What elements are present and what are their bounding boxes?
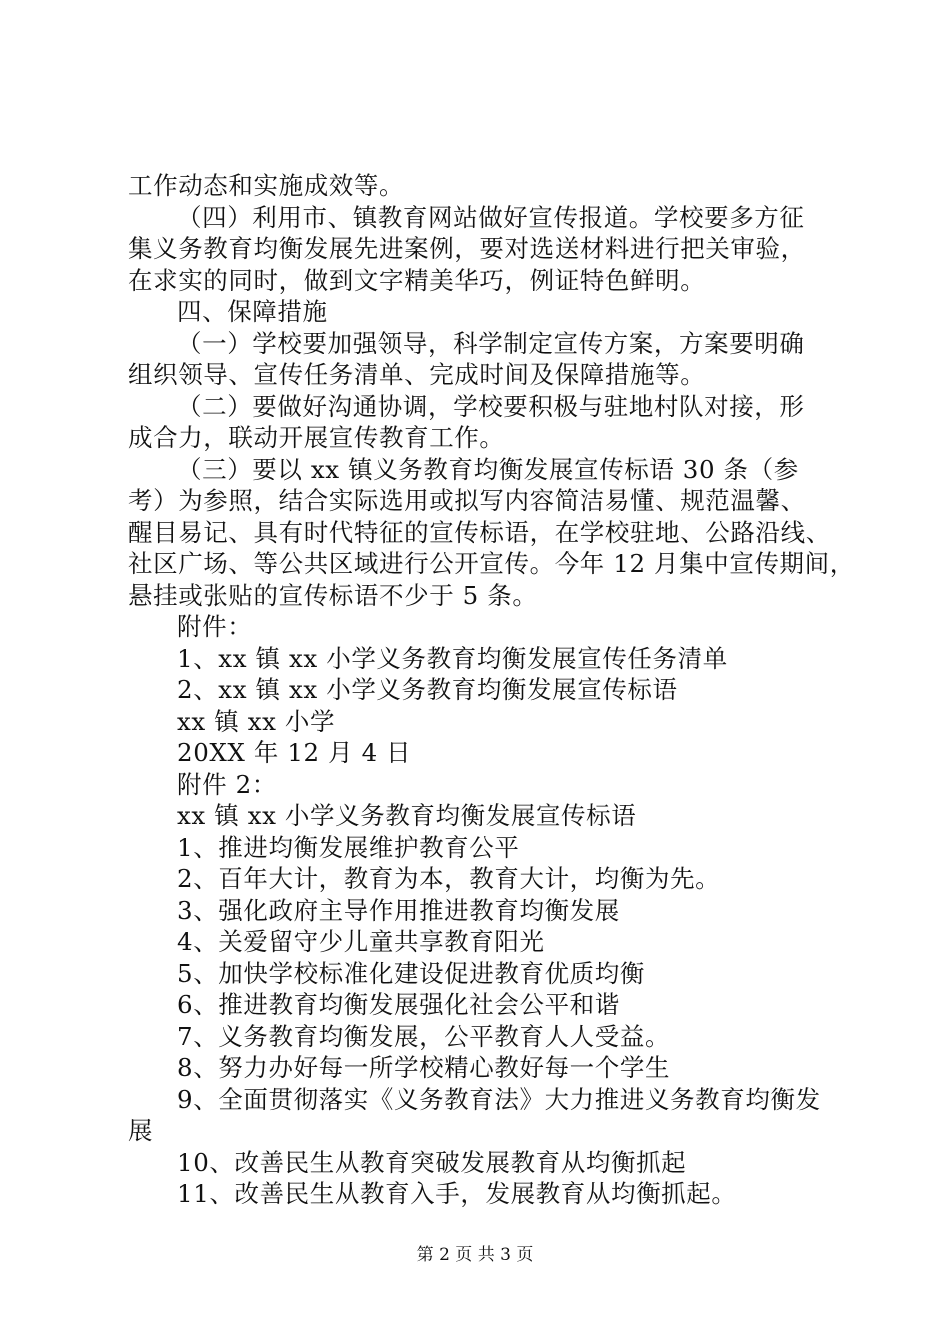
document-line: 成合力，联动开展宣传教育工作。: [128, 423, 505, 452]
document-line: 悬挂或张贴的宣传标语不少于 5 条。: [128, 580, 538, 610]
document-line: （三）要以 xx 镇义务教育均衡发展宣传标语 30 条（参: [177, 454, 799, 484]
document-line: 集义务教育均衡发展先进案例，要对选送材料进行把关审验，: [128, 234, 806, 263]
document-line: （一）学校要加强领导，科学制定宣传方案，方案要明确: [177, 328, 805, 358]
document-line: （四）利用市、镇教育网站做好宣传报道。学校要多方征: [177, 202, 805, 232]
document-line: 工作动态和实施成效等。: [128, 171, 405, 200]
document-line: 2、xx 镇 xx 小学义务教育均衡发展宣传标语: [177, 675, 678, 704]
document-line: 醒目易记、具有时代特征的宣传标语，在学校驻地、公路沿线、: [128, 517, 831, 547]
document-line: 组织领导、宣传任务清单、完成时间及保障措施等。: [128, 360, 706, 389]
document-line: （二）要做好沟通协调，学校要积极与驻地村队对接，形: [177, 391, 805, 421]
document-line: 2、百年大计，教育为本，教育大计，均衡为先。: [177, 864, 721, 893]
document-line: 10、改善民生从教育突破发展教育从均衡抓起: [177, 1147, 687, 1177]
document-line: 6、推进教育均衡发展强化社会公平和谐: [177, 990, 620, 1019]
document-line: 20XX 年 12 月 4 日: [177, 738, 412, 767]
document-line: 1、推进均衡发展维护教育公平: [177, 832, 520, 862]
document-body: [128, 170, 855, 1210]
document-line: 8、努力办好每一所学校精心教好每一个学生: [177, 1053, 671, 1082]
document-line: 11、改善民生从教育入手，发展教育从均衡抓起。: [177, 1179, 737, 1208]
page-footer: 第 2 页 共 3 页: [416, 1245, 534, 1265]
document-line: 社区广场、等公共区域进行公开宣传。今年 12 月集中宣传期间，: [128, 549, 855, 578]
document-line: 在求实的同时，做到文字精美华巧，例证特色鲜明。: [128, 265, 706, 295]
document-line: xx 镇 xx 小学义务教育均衡发展宣传标语: [177, 801, 637, 830]
document-line: 附件：: [177, 612, 253, 641]
document-line: xx 镇 xx 小学: [177, 706, 336, 736]
document-line: 4、关爱留守少儿童共享教育阳光: [177, 927, 545, 956]
document-line: 9、全面贯彻落实《义务教育法》大力推进义务教育均衡发: [177, 1084, 821, 1114]
document-line: 7、义务教育均衡发展，公平教育人人受益。: [177, 1021, 671, 1051]
document-line: 5、加快学校标准化建设促进教育优质均衡: [177, 958, 645, 988]
document-line: 3、强化政府主导作用推进教育均衡发展: [177, 895, 620, 925]
document-line: 展: [128, 1116, 154, 1145]
document-line: 1、xx 镇 xx 小学义务教育均衡发展宣传任务清单: [177, 643, 728, 673]
document-line: 附件 2：: [177, 769, 277, 799]
document-line: 考）为参照，结合实际选用或拟写内容简洁易懂、规范温馨、: [128, 486, 806, 515]
document-line: 四、保障措施: [177, 297, 328, 326]
